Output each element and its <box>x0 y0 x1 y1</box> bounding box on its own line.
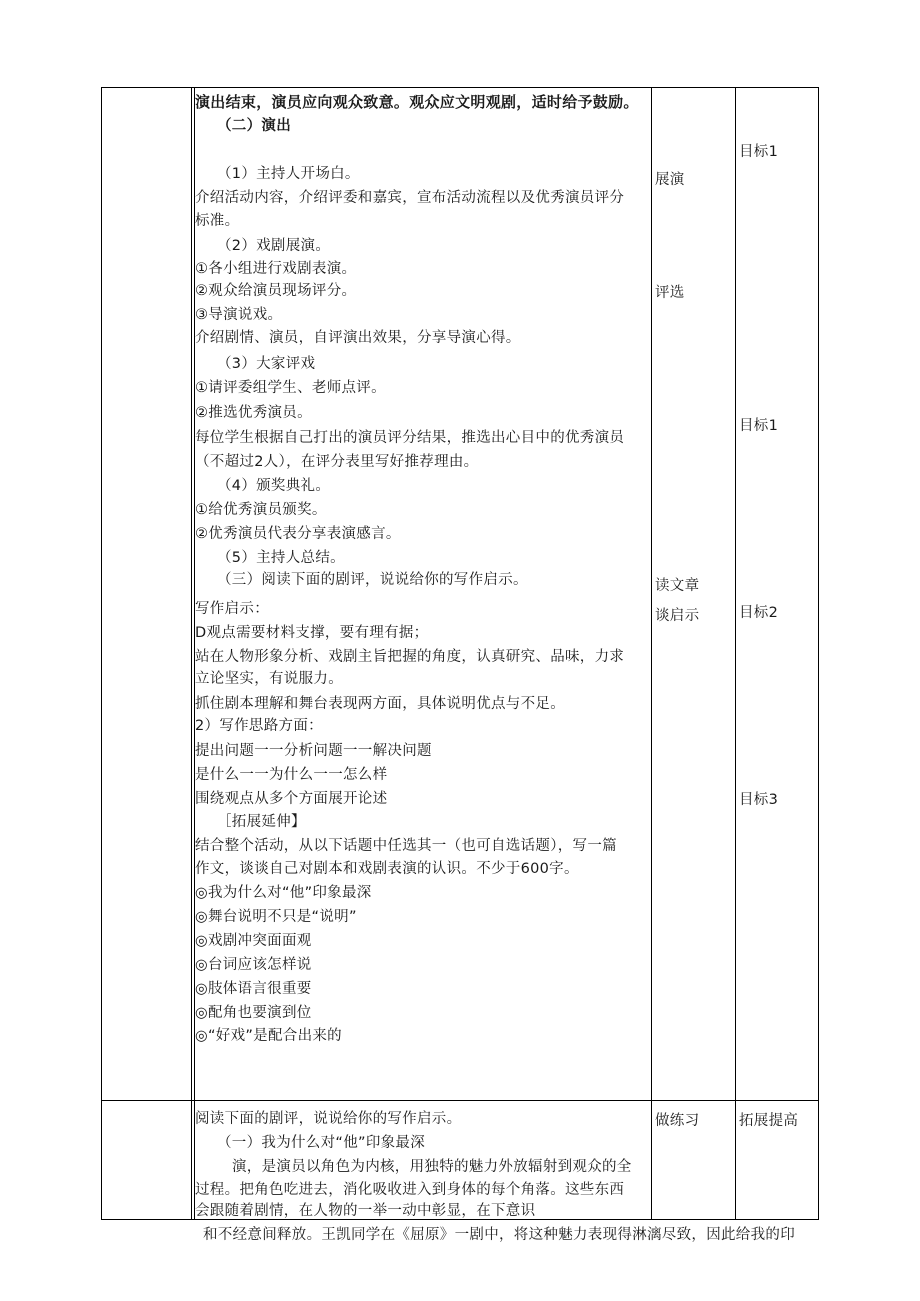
content-line: 介绍剧情、演员，自评演出效果，分享导演心得。 <box>195 330 521 346</box>
content-line: ②观众给演员现场评分。 <box>195 283 357 299</box>
content-line: ［拓展延伸】 <box>217 814 306 830</box>
content-line: （一）我为什么对“他”印象最深 <box>217 1135 426 1151</box>
activity-label: 展演 <box>655 172 685 188</box>
column-divider-1 <box>191 87 192 1220</box>
content-line: 2）写作思路方面： <box>195 718 323 734</box>
topic-item: ◎配角也要演到位 <box>195 1005 312 1021</box>
content-line: 结合整个活动，从以下话题中任选其一（也可自选话题），写一篇 <box>195 838 617 854</box>
content-line: 是什么一一为什么一一怎么样 <box>195 767 388 783</box>
topic-item: ◎舞台说明不只是“说明” <box>195 909 357 925</box>
content-line: ②优秀演员代表分享表演感言。 <box>195 526 401 542</box>
content-line: 介绍活动内容，介绍评委和嘉宾，宣布活动流程以及优秀演员评分 <box>195 190 625 206</box>
content-line: （4）颁奖典礼。 <box>217 478 331 494</box>
content-line: ③导演说戏。 <box>195 307 283 323</box>
goal-label: 拓展提高 <box>739 1113 799 1129</box>
table-top-border <box>101 87 819 88</box>
content-line: ②推选优秀演员。 <box>195 405 312 421</box>
content-line: 作文，谈谈自己对剧本和戏剧表演的认识。不少于600字。 <box>195 861 579 877</box>
content-line: 写作启示： <box>195 601 269 617</box>
content-line: （5）主持人总结。 <box>217 550 345 566</box>
content-line: ①请评委组学生、老师点评。 <box>195 380 386 396</box>
content-line: 标准。 <box>195 213 240 229</box>
content-line: 演出结束，演员应向观众致意。观众应文明观剧，适时给予鼓励。 <box>195 93 639 111</box>
table-right-border <box>818 87 819 1220</box>
activity-label: 评选 <box>655 285 685 301</box>
content-line: 会跟随着剧情，在人物的一举一动中彰显，在下意识 <box>195 1203 536 1219</box>
row-divider <box>101 1100 819 1101</box>
topic-item: ◎我为什么对“他”印象最深 <box>195 885 372 901</box>
activity-label: 读文章 <box>655 578 700 594</box>
content-line: （2）戏剧展演。 <box>217 238 331 254</box>
table-left-border <box>101 87 102 1220</box>
content-line: ①各小组进行戏剧表演。 <box>195 261 357 277</box>
content-line: 围绕观点从多个方面展开论述 <box>195 791 388 807</box>
column-divider-2 <box>651 87 652 1220</box>
goal-label: 目标1 <box>739 418 779 434</box>
content-line: D观点需要材料支撑，要有理有据； <box>195 625 429 641</box>
continuation-text: 和不经意间释放。王凯同学在《屈原》一剧中，将这种魅力表现得淋漓尽致，因此给我的印 <box>203 1227 795 1243</box>
column-divider-3 <box>735 87 736 1220</box>
section-heading: （二）演出 <box>217 118 291 134</box>
topic-item: ◎肢体语言很重要 <box>195 981 312 997</box>
goal-label: 目标3 <box>739 792 779 808</box>
content-line: 过程。把角色吃进去，消化吸收进入到身体的每个角落。这些东西 <box>195 1182 625 1198</box>
content-line: （3）大家评戏 <box>217 356 316 372</box>
topic-item: ◎“好戏”是配合出来的 <box>195 1028 342 1044</box>
content-line: （不超过2人），在评分表里写好推荐理由。 <box>195 454 479 470</box>
content-line: 立论坚实，有说服力。 <box>195 671 343 687</box>
goal-label: 目标1 <box>739 144 779 160</box>
topic-item: ◎台词应该怎样说 <box>195 957 312 973</box>
goal-label: 目标2 <box>739 605 779 621</box>
content-line: 提出问题一一分析问题一一解决问题 <box>195 743 432 759</box>
content-line: 演，是演员以角色为内核，用独特的魅力外放辐射到观众的全 <box>232 1159 632 1175</box>
content-line: 阅读下面的剧评，说说给你的写作启示。 <box>195 1111 462 1127</box>
content-line: 站在人物形象分析、戏剧主旨把握的角度，认真研究、品味，力求 <box>195 649 625 665</box>
activity-label: 做练习 <box>655 1113 700 1129</box>
content-line: ①给优秀演员颁奖。 <box>195 502 327 518</box>
content-line: （三）阅读下面的剧评，说说给你的写作启示。 <box>217 572 528 588</box>
topic-item: ◎戏剧冲突面面观 <box>195 933 312 949</box>
activity-label: 谈启示 <box>655 608 700 624</box>
content-line: （1）主持人开场白。 <box>217 166 360 182</box>
content-line: 每位学生根据自己打出的演员评分结果，推选出心目中的优秀演员 <box>195 430 625 446</box>
content-line: 抓住剧本理解和舞台表现两方面，具体说明优点与不足。 <box>195 696 565 712</box>
